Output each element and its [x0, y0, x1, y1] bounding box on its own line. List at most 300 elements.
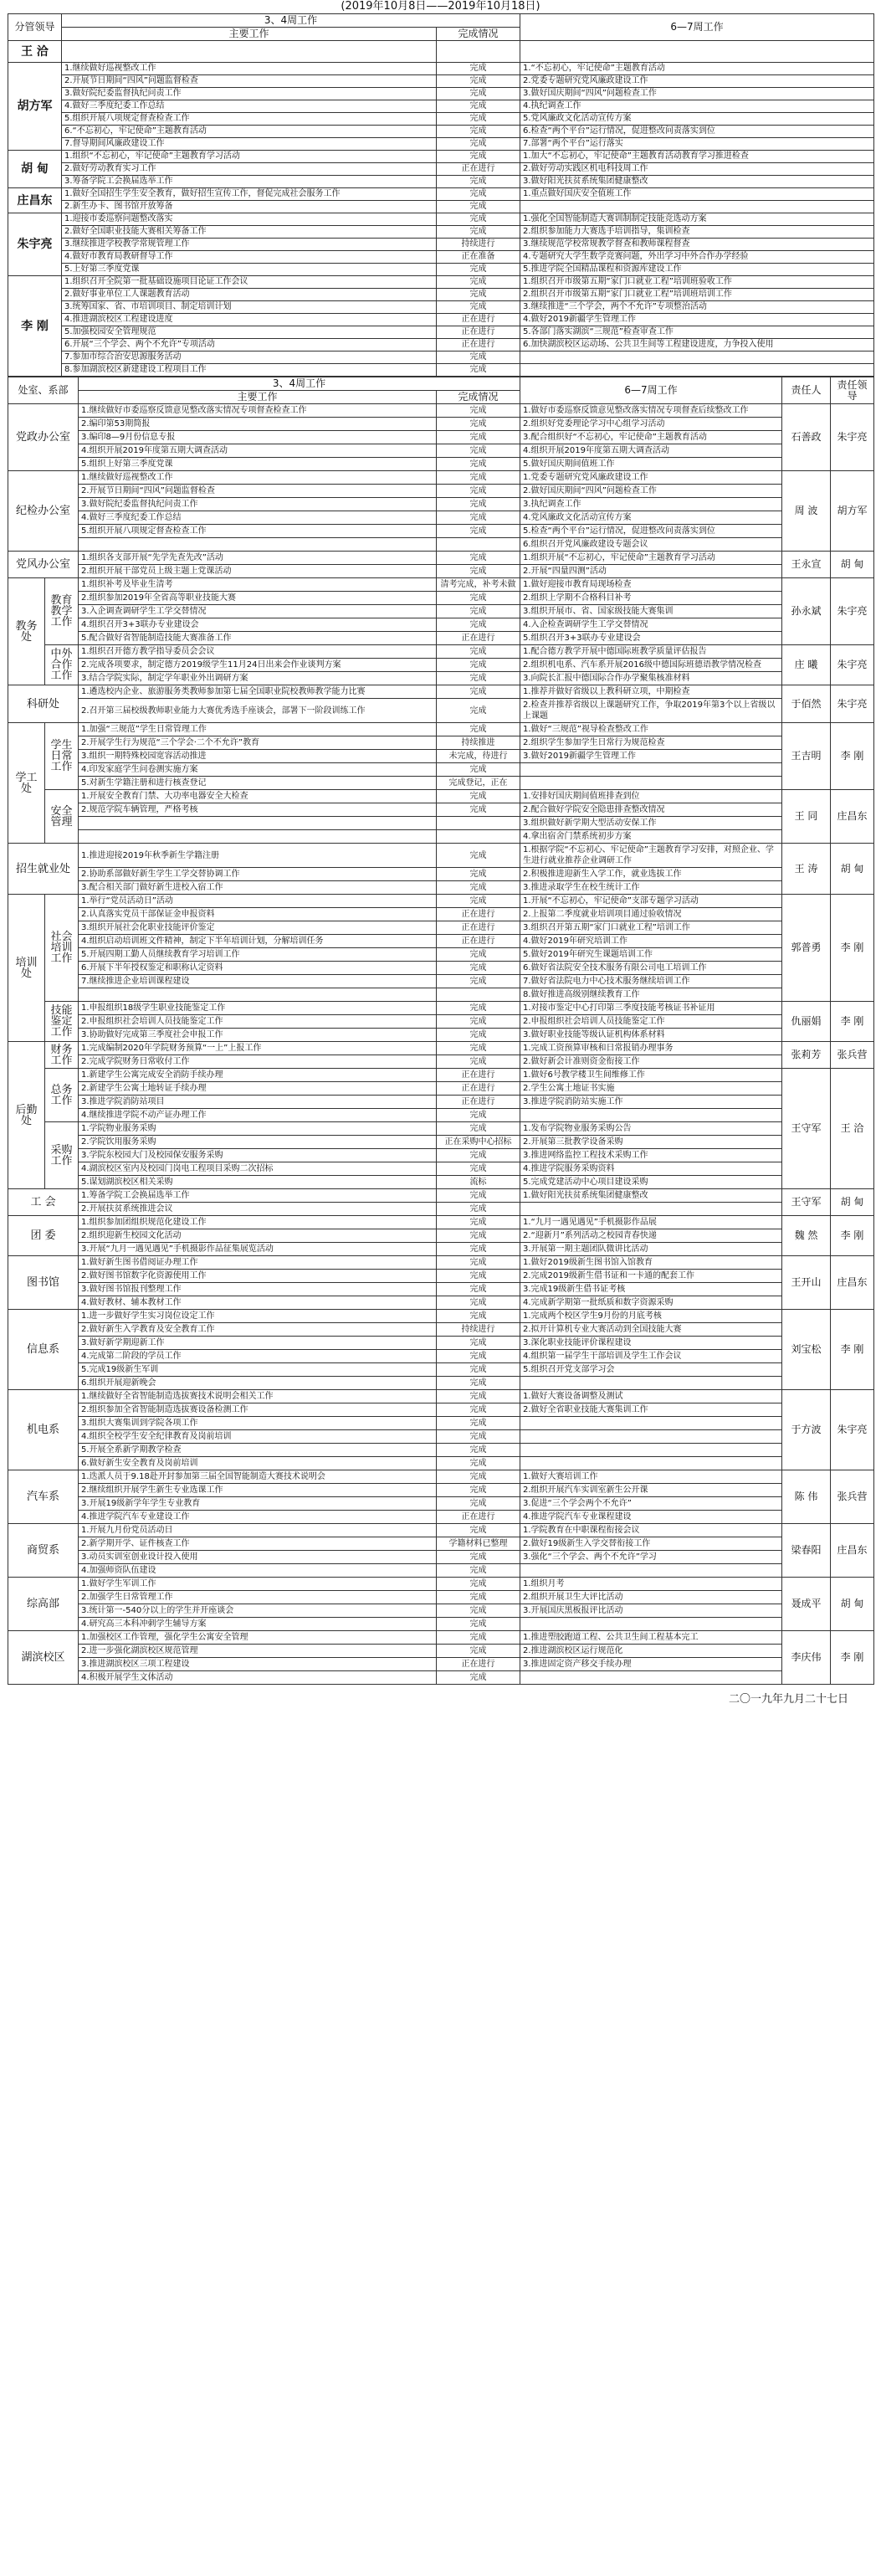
plan-item	[520, 1377, 782, 1390]
work-item: 1.推进迎接2019年秋季新生学籍注册	[79, 844, 437, 868]
work-item: 3.入企调查调研学生工学交替情况	[79, 605, 437, 618]
work-item: 2.完成各项要求，制定德方2019级学生11月24日出来会作业谈判方案	[79, 659, 437, 672]
table-row	[8, 1537, 874, 1551]
table-row	[8, 723, 874, 736]
status-cell: 完成	[437, 1645, 520, 1658]
table-row	[8, 301, 874, 314]
status-cell: 完成	[437, 1417, 520, 1430]
work-item: 4.组织召开3+3联办专业建设会	[79, 618, 437, 632]
plan-item: 7.部署“两个平台”运行落实	[520, 138, 874, 151]
plan-item: 2.“迎新月”系列活动之校园青春快递	[520, 1229, 782, 1243]
table-row	[8, 830, 874, 844]
status-cell: 完成	[437, 699, 520, 723]
dept-name: 湖滨校区	[8, 1631, 79, 1685]
work-item: 2.组织参加全省智能制造选拔赛设备检测工作	[79, 1403, 437, 1417]
work-item: 3.组织一期特殊校园宽容活动推进	[79, 750, 437, 763]
table-row	[8, 1229, 874, 1243]
work-item: 5.组织开展八项规定督查检查工作	[79, 525, 437, 538]
plan-item: 1.发布学院物业服务采购公告	[520, 1122, 782, 1136]
status-cell: 清考完成，补考未做	[437, 578, 520, 592]
header-main: 主要工作	[62, 28, 437, 41]
status-cell: 完成	[437, 1390, 520, 1403]
status-cell: 正在进行	[437, 1082, 520, 1096]
dept-name: 图书馆	[8, 1256, 79, 1310]
plan-item: 3.组织召开第五期“家门口就业工程”培训工作	[520, 921, 782, 935]
table-row	[8, 314, 874, 326]
work-item: 1.开展九月份党员活动日	[79, 1524, 437, 1537]
work-item: 2.学院饮用服务采购	[79, 1136, 437, 1149]
plan-item: 2.开展“四量四测”活动	[520, 565, 782, 578]
table-row	[8, 63, 874, 75]
table-row	[8, 75, 874, 88]
status-cell: 完成	[437, 63, 520, 75]
responsible-leader: 胡 甸	[831, 1189, 874, 1216]
work-item: 2.开展节日期间“四风”问题监督检查	[79, 485, 437, 498]
work-item: 1.申报组织18级学生职业技能鉴定工作	[79, 1002, 437, 1015]
table-row	[8, 213, 874, 226]
status-cell: 持续进行	[437, 239, 520, 251]
plan-item: 1.做好2019级新生图书馆入馆教育	[520, 1256, 782, 1270]
status-cell: 完成	[437, 1551, 520, 1564]
plan-item: 3.开展第一期主题团队微讲比活动	[520, 1243, 782, 1256]
status-cell: 持续进行	[437, 1323, 520, 1337]
status-cell: 正在采购中心招标	[437, 1136, 520, 1149]
work-item: 4.推进学院汽车专业建设工作	[79, 1511, 437, 1524]
work-item: 4.做好市教育局教研督导工作	[62, 251, 437, 264]
table-row	[8, 1430, 874, 1444]
table-row	[8, 1176, 874, 1189]
table-row	[8, 289, 874, 301]
plan-item: 2.组织学生参加学生日常行为规范检查	[520, 736, 782, 750]
status-cell: 完成	[437, 618, 520, 632]
table-row	[8, 1484, 874, 1497]
status-cell: 学籍材料已整理	[437, 1537, 520, 1551]
plan-item: 8.做好推进高级别继续教育工作	[520, 988, 782, 1002]
responsible-person: 陈 伟	[782, 1470, 831, 1524]
table-row	[8, 777, 874, 790]
work-item: 8.参加湖滨校区新建建设工程项目工作	[62, 364, 437, 377]
table-row	[8, 803, 874, 817]
work-item: 1.筹备学院工会换届选举工作	[79, 1189, 437, 1203]
status-cell: 正在进行	[437, 314, 520, 326]
status-cell: 完成	[437, 565, 520, 578]
status-cell: 完成	[437, 948, 520, 962]
status-cell: 正在进行	[437, 339, 520, 352]
responsible-leader: 朱宇亮	[831, 1390, 874, 1470]
plan-item: 2.检查并推荐省级以上课题研究工作，争取2019年第3个以上省级以上课题	[520, 699, 782, 723]
table-row	[8, 565, 874, 578]
header-wk67: 6—7周工作	[520, 377, 782, 404]
plan-item: 3.开展国庆黑板报评比活动	[520, 1604, 782, 1618]
status-cell: 正在进行	[437, 163, 520, 176]
plan-item: 1.做好迎接市教育局现场检查	[520, 578, 782, 592]
plan-item: 3.向院长汇报中德国际合作办学聚集核准材料	[520, 672, 782, 685]
table-row	[8, 881, 874, 895]
work-item: 5.完成19级新生军训	[79, 1363, 437, 1377]
work-item: 2.组织迎新生校园文化活动	[79, 1229, 437, 1243]
dept-name: 后勤处	[8, 1042, 45, 1189]
dept-name: 科研处	[8, 685, 79, 723]
status-cell: 完成	[437, 458, 520, 471]
plan-item: 3.组织做好新学期大型活动安保工作	[520, 817, 782, 830]
work-item: 1.组织召开全院第一批基础设施项目论证工作会议	[62, 276, 437, 289]
status-cell: 正在进行	[437, 921, 520, 935]
status-cell: 完成	[437, 1310, 520, 1323]
plan-item: 5.完成党建活动中心项目建设采购	[520, 1176, 782, 1189]
status-cell: 完成	[437, 1042, 520, 1055]
table-row	[8, 1591, 874, 1604]
plan-item: 3.做好阳光扶贫系统集团健康整改	[520, 176, 874, 188]
table-row	[8, 1096, 874, 1109]
responsible-leader: 朱宇亮	[831, 685, 874, 723]
work-item: 2.完成学院财务日常收付工作	[79, 1055, 437, 1069]
plan-item: 5.党风廉政文化活动宣传方案	[520, 113, 874, 126]
table-row	[8, 1189, 874, 1203]
work-item: 5.开展全系新学期教学检查	[79, 1444, 437, 1457]
plan-item	[520, 763, 782, 777]
dept-name: 招生就业处	[8, 844, 79, 895]
table-row	[8, 418, 874, 431]
sub-dept-name: 社会培训工作	[45, 895, 79, 1002]
work-item: 3.做好院纪委监督执纪问责工作	[62, 88, 437, 100]
table-row	[8, 1136, 874, 1149]
work-item: 6.开展“三个学会、两个不允许”专项活动	[62, 339, 437, 352]
plan-item: 1.对接市鉴定中心打印第三季度技能考核证书补证用	[520, 1002, 782, 1015]
table-row	[8, 113, 874, 126]
table-row	[8, 1671, 874, 1685]
status-cell: 完成	[437, 75, 520, 88]
plan-item: 2.完成2019级新生借书证和一卡通的配套工作	[520, 1270, 782, 1283]
work-item: 2.继续组织开展学生新生专业选课工作	[79, 1484, 437, 1497]
plan-item: 4.党风廉政文化活动宣传方案	[520, 511, 782, 525]
table-row	[8, 948, 874, 962]
plan-item: 5.各部门落实湖滨“三规范”检查审查工作	[520, 326, 874, 339]
table-row	[8, 1337, 874, 1350]
plan-item: 4.组织开展2019年度第五期大调查活动	[520, 444, 782, 458]
work-item: 1.继续做好巡视整改工作	[79, 471, 437, 485]
status-cell: 完成	[437, 1604, 520, 1618]
work-item: 2.新建学生公寓土地转证手续办理	[79, 1082, 437, 1096]
dept-name: 教务处	[8, 578, 45, 685]
work-item: 1.组织参加团组织规范化建设工作	[79, 1216, 437, 1229]
work-item: 3.动员实训室创业设计投入使用	[79, 1551, 437, 1564]
plan-item: 2.做好劳动实践区机电科技周工作	[520, 163, 874, 176]
table-row	[8, 935, 874, 948]
header-main: 主要工作	[79, 391, 437, 404]
table-row	[8, 326, 874, 339]
work-item: 7.参加市综合治安思源服务活动	[62, 352, 437, 364]
responsible-person: 石善政	[782, 404, 831, 471]
status-cell: 完成	[437, 352, 520, 364]
plan-item: 2.开展第三批教学设备采购	[520, 1136, 782, 1149]
plan-item: 2.做好国庆期间“四风”问题检查工作	[520, 485, 782, 498]
work-item: 1.继续做好巡视整改工作	[62, 63, 437, 75]
work-item: 1.完成编制2020年学院财务预算“一上”上报工作	[79, 1042, 437, 1055]
plan-item: 3.推进学院消防站实施工作	[520, 1096, 782, 1109]
table-row	[8, 1055, 874, 1069]
dept-name: 综高部	[8, 1578, 79, 1631]
table-row	[8, 471, 874, 485]
table-row	[8, 1015, 874, 1029]
responsible-person: 李庆伟	[782, 1631, 831, 1685]
plan-item: 3.继续规范学校常规教学督查和教师课程督查	[520, 239, 874, 251]
header-leader: 分管领导	[8, 14, 62, 41]
table-row	[8, 176, 874, 188]
status-cell: 完成	[437, 201, 520, 213]
work-item: 1.组织补考及毕业生清考	[79, 578, 437, 592]
responsible-person: 王守军	[782, 1069, 831, 1189]
work-item	[79, 538, 437, 552]
work-item: 5.加强校园安全管理规范	[62, 326, 437, 339]
responsible-person: 周 波	[782, 471, 831, 552]
plan-item	[520, 1417, 782, 1430]
status-cell: 完成	[437, 1055, 520, 1069]
leader-name: 王 洽	[8, 41, 62, 63]
plan-item: 1.做好大赛设备调整及测试	[520, 1390, 782, 1403]
work-item: 5.开展四期工勤人员继续教育学习培训工作	[79, 948, 437, 962]
status-cell: 完成	[437, 264, 520, 276]
table-row	[8, 1403, 874, 1417]
header-wk34: 3、4周工作	[79, 377, 520, 391]
work-item: 3.统计第一-540分以上的学生并开座谈会	[79, 1604, 437, 1618]
table-row	[8, 618, 874, 632]
status-cell: 完成	[437, 1497, 520, 1511]
table-row	[8, 276, 874, 289]
status-cell: 完成	[437, 471, 520, 485]
status-cell: 完成	[437, 1203, 520, 1216]
table-row	[8, 975, 874, 988]
plan-item: 2.组织参加能力大赛选手培训指导，集训检查	[520, 226, 874, 239]
plan-item: 1.做好“三规范”视导检查整改工作	[520, 723, 782, 736]
work-item: 3.统筹国家、省、市培训项目、制定培训计划	[62, 301, 437, 314]
work-item: 6.开展下半年授权鉴定和职称认定资料	[79, 962, 437, 975]
status-cell: 完成	[437, 552, 520, 565]
responsible-leader: 朱宇亮	[831, 404, 874, 471]
status-cell: 完成	[437, 1484, 520, 1497]
work-item: 1.进一步做好学生实习岗位设定工作	[79, 1310, 437, 1323]
plan-item: 1.“不忘初心，牢记使命”主题教育活动	[520, 63, 874, 75]
work-item: 7.继续推进企业培训课程建设	[79, 975, 437, 988]
plan-item: 2.做好全省职业技能大赛集训工作	[520, 1403, 782, 1417]
status-cell: 完成	[437, 1109, 520, 1122]
table-row	[8, 868, 874, 881]
plan-item: 2.组织机电系、汽车系开展2016级中德国际班德语教学情况检查	[520, 659, 782, 672]
plan-item: 4.拿出宿舍门禁系统初步方案	[520, 830, 782, 844]
plan-item: 1.配合德方教学开展中德国际班教学质量评估报告	[520, 645, 782, 659]
status-cell: 完成	[437, 1350, 520, 1363]
responsible-person: 刘宝松	[782, 1310, 831, 1390]
responsible-person: 郭普勇	[782, 895, 831, 1002]
table-row	[8, 163, 874, 176]
table-row	[8, 138, 874, 151]
status-cell: 完成	[437, 763, 520, 777]
plan-item: 3.推进固定资产移交手续办理	[520, 1658, 782, 1671]
dept-name: 信息系	[8, 1310, 79, 1390]
status-cell: 完成	[437, 511, 520, 525]
plan-item: 2.积极推进迎新生入学工作，就业选拔工作	[520, 868, 782, 881]
work-item: 1.举行“党员活动日”活动	[79, 895, 437, 908]
status-cell: 完成	[437, 1243, 520, 1256]
dept-name: 机电系	[8, 1390, 79, 1470]
work-item: 4.做好三季度纪委工作总结	[62, 100, 437, 113]
table-row	[8, 1444, 874, 1457]
table-row	[8, 1377, 874, 1390]
work-item: 1.开展安全教育门禁、大功率电器安全大检查	[79, 790, 437, 803]
plan-item: 7.做好省法院电力中心技术服务继续培训工作	[520, 975, 782, 988]
table-row	[8, 1216, 874, 1229]
header-dept: 处室、系部	[8, 377, 79, 404]
plan-item: 1.党委专题研究党风廉政建设工作	[520, 471, 782, 485]
table-row	[8, 1203, 874, 1216]
table-row	[8, 1645, 874, 1658]
status-cell: 完成	[437, 525, 520, 538]
table-row	[8, 1524, 874, 1537]
status-cell: 完成	[437, 176, 520, 188]
status-cell: 持续推进	[437, 736, 520, 750]
table-row	[8, 790, 874, 803]
dept-name: 学工处	[8, 723, 45, 844]
status-cell: 完成	[437, 1296, 520, 1310]
status-cell	[437, 988, 520, 1002]
table-row	[8, 1109, 874, 1122]
responsible-leader: 李 刚	[831, 895, 874, 1002]
responsible-leader: 朱宇亮	[831, 645, 874, 685]
page	[8, 0, 873, 1706]
work-item: 2.做好事业单位工人课题教育活动	[62, 289, 437, 301]
status-cell: 完成	[437, 1216, 520, 1229]
table-row	[8, 659, 874, 672]
plan-item: 2.配合做好学院安全隐患排查整改情况	[520, 803, 782, 817]
work-item: 2.做好全国职业技能大赛相关筹备工作	[62, 226, 437, 239]
status-cell: 完成	[437, 213, 520, 226]
table-row	[8, 1350, 874, 1363]
status-cell: 完成	[437, 1029, 520, 1042]
plan-item: 3.继续推进“三个学会，两个不允许”专项整治活动	[520, 301, 874, 314]
table-row	[8, 921, 874, 935]
work-item: 7.督导期间风廉政建设工作	[62, 138, 437, 151]
status-cell: 完成	[437, 1457, 520, 1470]
work-item: 6.“不忘初心，牢记使命”主题教育活动	[62, 126, 437, 138]
plan-item: 4.做好2019年研究培训工作	[520, 935, 782, 948]
plan-item	[520, 1203, 782, 1216]
table-row	[8, 1578, 874, 1591]
plan-item: 5.组织召开3+3联办专业建设会	[520, 632, 782, 645]
responsible-leader: 李 刚	[831, 723, 874, 790]
table-row	[8, 1618, 874, 1631]
plan-item: 4.组织第一届学生干部培训及学生工作会议	[520, 1350, 782, 1363]
sub-dept-name: 技能鉴定工作	[45, 1002, 79, 1042]
work-item: 2.做好劳动教育实习工作	[62, 163, 437, 176]
plan-item: 2.组织召开市级第五期“家门口就业工程”培训班培训工作	[520, 289, 874, 301]
table-row	[8, 88, 874, 100]
table-row	[8, 352, 874, 364]
work-item	[79, 830, 437, 844]
work-item: 3.组织大赛集训到学院各项工作	[79, 1417, 437, 1430]
plan-item: 5.做好国庆期间值班工作	[520, 458, 782, 471]
table-row	[8, 1082, 874, 1096]
plan-item: 4.推进学院服务采购资料	[520, 1162, 782, 1176]
responsible-person: 于方波	[782, 1390, 831, 1470]
table-row	[8, 151, 874, 163]
leader-name: 胡 甸	[8, 151, 62, 188]
status-cell: 完成	[437, 226, 520, 239]
work-item: 3.配合相关部门做好新生进校入宿工作	[79, 881, 437, 895]
plan-item: 2.拟开计算机专业大赛活动到全国技能大赛	[520, 1323, 782, 1337]
header-wk34: 3、4周工作	[62, 14, 520, 28]
plan-item: 1.组织月考	[520, 1578, 782, 1591]
work-item: 3.推进学院消防站项目	[79, 1096, 437, 1109]
table-row	[8, 1390, 874, 1403]
status-cell: 完成	[437, 803, 520, 817]
plan-item: 4.执纪调查工作	[520, 100, 874, 113]
plan-item: 5.检查“两个平台”运行情况，促进整改问责落实到位	[520, 525, 782, 538]
plan-item: 5.组织召开党支部学习会	[520, 1363, 782, 1377]
table-row	[8, 239, 874, 251]
table-row	[8, 404, 874, 418]
table-row	[8, 1604, 874, 1618]
status-cell: 流标	[437, 1176, 520, 1189]
work-item: 2.组织开展干部党员上级主题上党课活动	[79, 565, 437, 578]
work-item: 3.继续推进学校教学常规管理工作	[62, 239, 437, 251]
status-cell: 未完成，待进行	[437, 750, 520, 763]
status-cell: 完成	[437, 1377, 520, 1390]
work-item: 2.新学期开学、证件核查工作	[79, 1537, 437, 1551]
plan-item: 1.重点做好国庆安全值班工作	[520, 188, 874, 201]
plan-item: 2.申报组织社会培训人员技能鉴定工作	[520, 1015, 782, 1029]
plan-item: 1.做好6号教学楼卫生间维修工作	[520, 1069, 782, 1082]
plan-item: 2.上报第二季度就业培训项目通过验收情况	[520, 908, 782, 921]
sub-dept-name: 采购工作	[45, 1122, 79, 1189]
plan-item: 2.学生公寓土地证书实施	[520, 1082, 782, 1096]
status-cell: 完成	[437, 1015, 520, 1029]
status-cell: 完成	[437, 659, 520, 672]
table-row	[8, 126, 874, 138]
plan-item: 2.组织上学期不合格科目补考	[520, 592, 782, 605]
work-item: 2.新生办卡、图书馆开放筹备	[62, 201, 437, 213]
dept-name: 团 委	[8, 1216, 79, 1256]
plan-item	[520, 352, 874, 364]
responsible-person: 王开山	[782, 1256, 831, 1310]
plan-item	[520, 777, 782, 790]
table-row	[8, 511, 874, 525]
work-item: 2.组织参加2019年全省高等职业技能大赛	[79, 592, 437, 605]
status-cell: 完成	[437, 188, 520, 201]
table-row	[8, 1122, 874, 1136]
responsible-leader: 朱宇亮	[831, 578, 874, 645]
plan-item: 3.执纪调查工作	[520, 498, 782, 511]
table-row	[8, 1243, 874, 1256]
plan-item: 1.开展“不忘初心，牢记使命”支部专题学习活动	[520, 895, 782, 908]
plan-item: 6.检查“两个平台”运行情况，促进整改问责落实到位	[520, 126, 874, 138]
status-cell: 完成	[437, 364, 520, 377]
status-cell: 正在进行	[437, 326, 520, 339]
table-row	[8, 895, 874, 908]
table-row	[8, 736, 874, 750]
work-item: 1.学院物业服务采购	[79, 1122, 437, 1136]
responsible-person: 王吉明	[782, 723, 831, 790]
plan-item: 3.深化职业技能评价课程建设	[520, 1337, 782, 1350]
table-row	[8, 498, 874, 511]
work-item: 3.开展“九月一遇见遇见”手机摄影作品征集展览活动	[79, 1243, 437, 1256]
date-range: (2019年10月8日——2019年10月18日)	[341, 0, 540, 13]
work-item: 4.湖滨校区室内及校园门岗电工程项目采购二次招标	[79, 1162, 437, 1176]
table-row	[8, 1069, 874, 1082]
work-item: 4.印发家庭学生问卷测实施方案	[79, 763, 437, 777]
work-item: 3.开展19级新学年学生专业教育	[79, 1497, 437, 1511]
table-row	[8, 1470, 874, 1484]
plan-item: 6.做好省法院安全技术服务有限公司电工培训工作	[520, 962, 782, 975]
table-row	[8, 817, 874, 830]
